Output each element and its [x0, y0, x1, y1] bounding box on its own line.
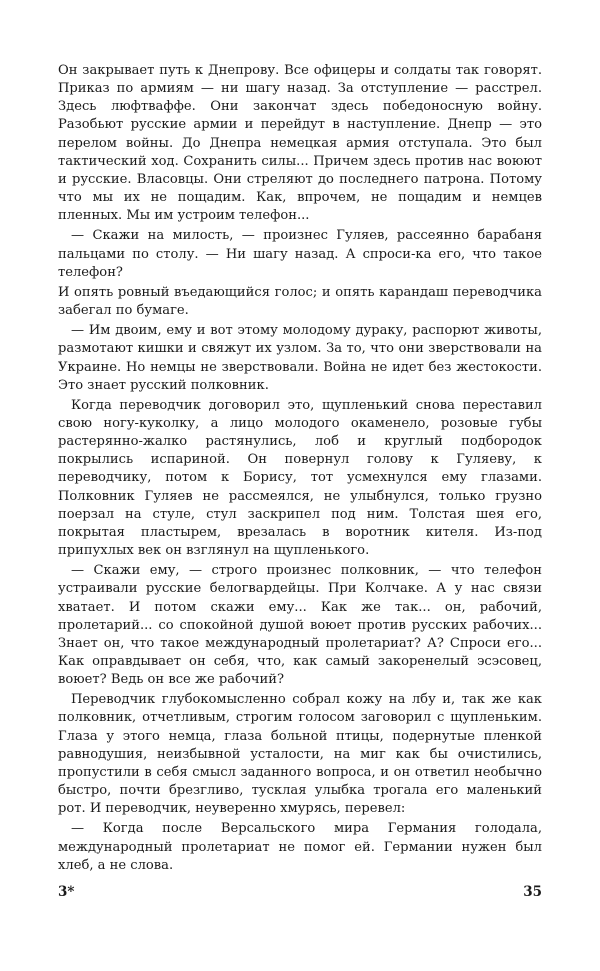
page-number: 35 [523, 884, 542, 900]
signature-mark: 3* [58, 884, 75, 900]
paragraph-1: Он закрывает путь к Днепрову. Все офицеры и солдаты так говорят. Приказ по армиям — ни шагу назад. За отступление — расстрел. Здесь люфтваффе. Они закончат здесь победоносную войну. Разобьют русские армии и перейдут в наступление. Днепр — это перелом войны. До Днепра немецкая армия отступала. Это был тактический ход. Сохранить силы... Причем здесь против нас воюют и русские. Власовцы. Они стреляют до последнего патрона. Потому что мы их не пощадим. Как, впрочем, не пощадим и немцев пленных. Мы им устроим телефон... [58, 63, 542, 224]
paragraph-5: Когда переводчик договорил это, щупленький снова переставил свою ногу-куколку, а лицо молодого окаменело, розовые губы растерянно-жалко растянулись, лоб и круглый подбородок покрылись испариной. Он повернул голову к Гуляеву, к переводчику, потом к Борису, тот усмехнулся ему глазами. Полковник Гуляев не рассмеялся, не улыбнулся, только грузно поерзал на стуле, стул заскрипел под ним. Толстая шея его, покрытая пластырем, врезалась в воротник кителя. Из-под припухлых век он взглянул на щупленького. [58, 397, 542, 559]
paragraph-8: — Когда после Версальского мира Германия голодала, международный пролетариат не помог ей. Германии нужен был хлеб, а не слова. [58, 821, 542, 873]
paragraph-7: Переводчик глубокомысленно собрал кожу на лбу и, так же как полковник, отчетливым, строгим голосом заговорил с щупленьким. Глаза у этого немца, глаза больной птицы, подернутые пленкой равнодушия, неизбывной усталости, на миг как бы очистились, пропустили в себя смысл заданного вопроса, и он ответил необычно быстро, почти брезгливо, тусклая улыбка трогала его маленький рот. И переводчик, неуверенно хмурясь, перевел: [58, 692, 542, 817]
paragraph-4: — Им двоим, ему и вот этому молодому дураку, распорют животы, размотают кишки и свяжут их узлом. За то, что они зверствовали на Украине. Но немцы не зверствовали. Война не идет без жестокости. Это знает русский полковник. [58, 323, 542, 393]
page-body [58, 62, 542, 877]
paragraph-6: — Скажи ему, — строго произнес полковник, — что телефон устраивали русские белогвардейцы. При Колчаке. А у нас связи хватает. И потом скажи ему... Как же так... он, рабочий, пролетарий... со спокойной душой воюет против русских рабочих... Знает он, что такое международный пролетариат? А? Спроси его... Как оправдывает он себя, что, как самый закоренелый эсэсовец, воюет? Ведь он все же рабочий? [58, 563, 542, 688]
paragraph-2: — Скажи на милость, — произнес Гуляев, рассеянно барабаня пальцами по столу. — Ни шагу назад. А спроси-ка его, что такое телефон? [58, 228, 542, 280]
page-footer [58, 884, 542, 904]
paragraph-3: И опять ровный въедающийся голос; и опять карандаш переводчика забегал по бумаге. [58, 284, 542, 319]
